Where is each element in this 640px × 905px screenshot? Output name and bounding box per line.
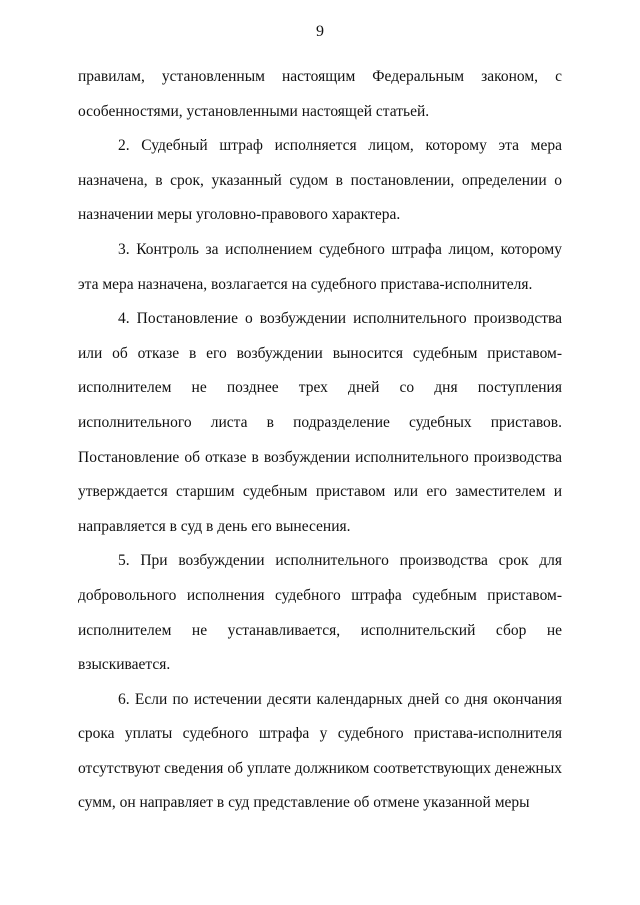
paragraph-continuation: правилам, установленным настоящим Федеральным законом, с особенностями, установленными настоящей статьей. (78, 68, 562, 120)
paragraph-item-6: 6. Если по истечении десяти календарных дней со дня окончания срока уплаты судебного штрафа у судебного пристава-исполнителя отсутствуют сведения об уплате должником соответствующих денежных сумм, он направляет в суд представление об отмене указанной меры (78, 690, 562, 812)
paragraph-item-5: 5. При возбуждении исполнительного производства срок для добровольного исполнения судебного штрафа судебным приставом-исполнителем не устанавливается, исполнительский сбор не взыскивается. (78, 552, 562, 674)
page-number: 9 (316, 23, 324, 40)
paragraph-item-2: 2. Судебный штраф исполняется лицом, которому эта мера назначена, в срок, указанный судом в постановлении, определении о назначении меры уголовно-правового характера. (78, 137, 562, 224)
paragraph-item-4: 4. Постановление о возбуждении исполнительного производства или об отказе в его возбуждении выносится судебным приставом-исполнителем не позднее трех дней со дня поступления исполнительного листа в подразделение судебных приставов. Постановление об отказе в возбуждении исполнительного производства утверждается старшим судебным приставом или его заместителем и направляется в суд в день его вынесения. (78, 310, 562, 535)
paragraph-item-3: 3. Контроль за исполнением судебного штрафа лицом, которому эта мера назначена, возлагается на судебного пристава-исполнителя. (78, 240, 562, 293)
document-body (78, 60, 562, 821)
